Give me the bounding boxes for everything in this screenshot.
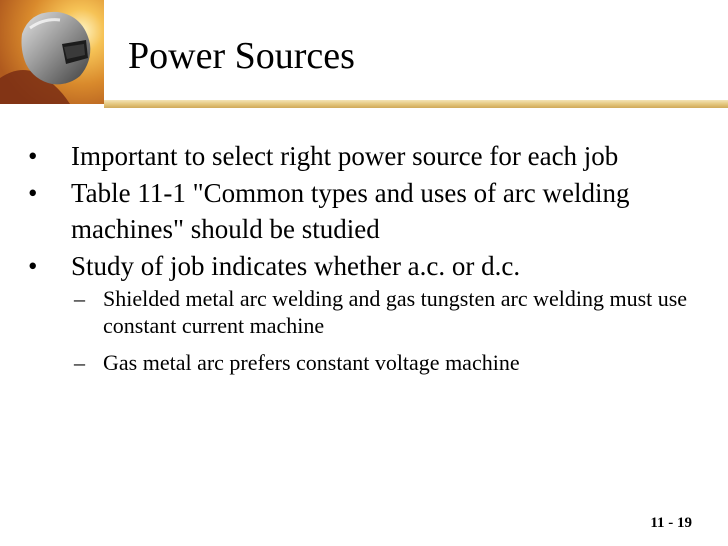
bullet-item — [28, 175, 708, 247]
sub-bullet-item — [74, 349, 708, 376]
bullet-item — [28, 138, 708, 174]
header-rule — [104, 100, 728, 108]
slide-header — [0, 0, 728, 104]
slide-body — [28, 138, 708, 386]
bullet-marker: • — [28, 251, 38, 281]
sub-bullet-marker: – — [74, 286, 85, 311]
bullet-text: Study of job indicates whether a.c. or d.c. — [71, 251, 521, 281]
slide-number: 11 - 19 — [650, 515, 692, 531]
bullet-text: Table 11-1 "Common types and uses of arc welding machines" should be studied — [71, 178, 630, 244]
bullet-text: Important to select right power source for each job — [71, 141, 619, 171]
sub-bullet-item — [74, 285, 708, 339]
bullet-marker: • — [28, 141, 38, 171]
slide-title: Power Sources — [128, 35, 355, 77]
sub-bullet-text: Shielded metal arc welding and gas tungsten arc welding must use constant current machine — [103, 286, 688, 338]
bullet-marker: • — [28, 178, 38, 208]
sub-bullet-text: Gas metal arc prefers constant voltage machine — [103, 350, 520, 375]
bullet-item — [28, 248, 708, 284]
welder-helmet-icon — [0, 0, 104, 104]
sub-bullet-marker: – — [74, 350, 85, 375]
